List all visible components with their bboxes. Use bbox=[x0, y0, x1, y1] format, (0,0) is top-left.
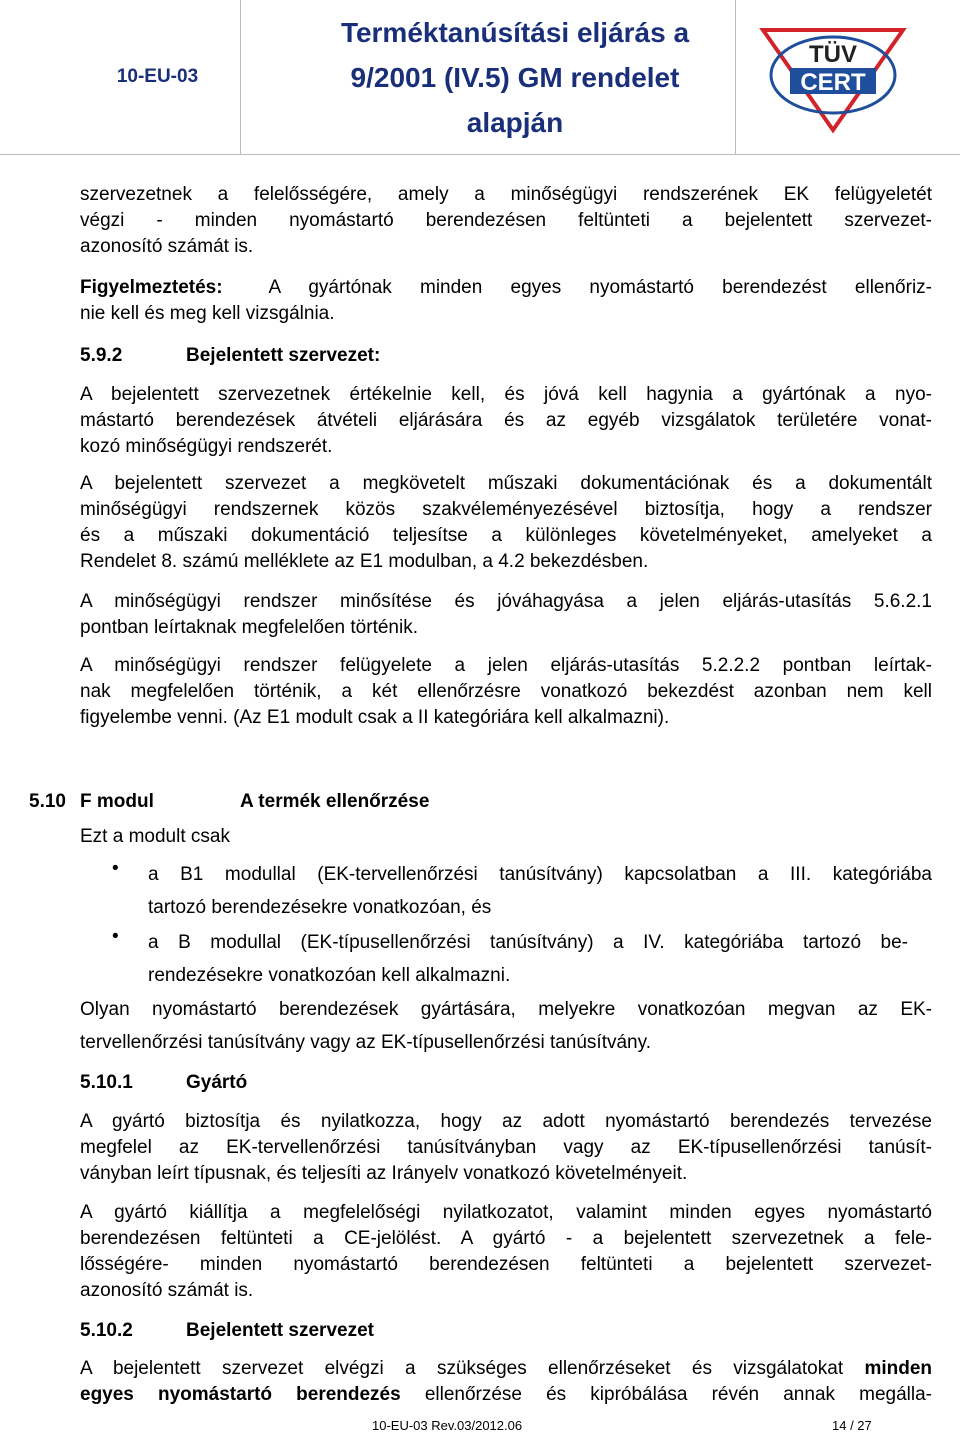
text-line: a B1 modullal (EK-tervellenőrzési tanúsítvány) kapcsolatban a III. kategóriába bbox=[148, 864, 932, 885]
text-line: megfelel az EK-tervellenőrzési tanúsítványban vagy az EK-típusellenőrzési tanúsít- bbox=[80, 1137, 932, 1158]
text-line: és a műszaki dokumentáció teljesítse a különleges követelményeket, amelyeket a bbox=[80, 525, 932, 546]
text-line: szervezetnek a felelősségére, amely a minőségügyi rendszerének EK felügyeletét bbox=[80, 184, 932, 205]
warning-label: Figyelmeztetés: bbox=[80, 277, 223, 298]
header-divider bbox=[240, 0, 241, 155]
paragraph bbox=[80, 471, 932, 575]
text-line: A minőségügyi rendszer felügyelete a jelen eljárás-utasítás 5.2.2.2 pontban leírtak- bbox=[80, 655, 932, 676]
text-line: A gyártó biztosítja és nyilatkozza, hogy az adott nyomástartó berendezés tervezése bbox=[80, 1111, 932, 1132]
paragraph bbox=[80, 1356, 932, 1408]
paragraph bbox=[80, 653, 932, 731]
text-line: végzi - minden nyomástartó berendezésen feltünteti a bejelentett szervezet- bbox=[80, 210, 932, 231]
footer-revision: 10-EU-03 Rev.03/2012.06 bbox=[372, 1418, 523, 1433]
text-line: azonosító számát is. bbox=[80, 1280, 254, 1301]
text-line: ványban leírt típusnak, és teljesíti az Irányelv vonatkozó követelményeit. bbox=[80, 1163, 688, 1184]
doc-code: 10-EU-03 bbox=[116, 66, 199, 87]
text-line: pontban leírtaknak megfelelően történik. bbox=[80, 617, 418, 638]
page-header bbox=[0, 0, 960, 155]
paragraph bbox=[80, 1109, 932, 1187]
paragraph bbox=[80, 993, 932, 1059]
text-run: ellenőrzése és kipróbálása révén annak megálla- bbox=[400, 1384, 932, 1405]
text-line: berendezésen feltünteti a CE-jelölést. A gyártó - a bejelentett szervezetnek a fele- bbox=[80, 1228, 932, 1249]
text-line: nak megfelelően történik, a két ellenőrzésre vonatkozó bekezdést azonban nem kell bbox=[80, 681, 932, 702]
section-number: 5.10 bbox=[29, 791, 66, 812]
text-line: A bejelentett szervezetnek értékelnie kell, és jóvá kell hagynia a gyártónak a nyo- bbox=[80, 384, 932, 405]
text-line: kozó minőségügyi rendszerét. bbox=[80, 436, 333, 457]
text-line: A bejelentett szervezet a megkövetelt műszaki dokumentációnak és a dokumentált bbox=[80, 473, 932, 494]
text-line: tartozó berendezésekre vonatkozóan, és bbox=[148, 897, 492, 918]
logo-text-top: TÜV bbox=[809, 41, 857, 68]
text-line: a B modullal (EK-típusellenőrzési tanúsítvány) a IV. kategóriába tartozó be- bbox=[148, 932, 908, 953]
logo-text-bottom: CERT bbox=[800, 69, 866, 96]
bullet-dot: • bbox=[112, 858, 119, 879]
bullet-dot: • bbox=[112, 926, 119, 947]
section-number: 5.10.2 bbox=[80, 1320, 133, 1341]
doc-title bbox=[300, 10, 730, 145]
paragraph bbox=[80, 589, 932, 641]
section-title: Bejelentett szervezet: bbox=[186, 345, 381, 366]
paragraph bbox=[80, 1200, 932, 1304]
text-line: nie kell és meg kell vizsgálnia. bbox=[80, 303, 335, 324]
doc-title-line: alapján bbox=[466, 107, 564, 138]
header-divider bbox=[735, 0, 736, 155]
doc-title-line: 9/2001 (IV.5) GM rendelet bbox=[350, 62, 680, 93]
section-title: Bejelentett szervezet bbox=[186, 1320, 374, 1341]
text-line bbox=[80, 275, 932, 301]
text-line: azonosító számát is. bbox=[80, 236, 254, 257]
bold-text: minden bbox=[864, 1358, 932, 1379]
text-line: figyelembe venni. (Az E1 modult csak a II kategóriára kell alkalmazni). bbox=[80, 707, 670, 728]
module-name: F modul bbox=[80, 791, 154, 812]
section-number: 5.9.2 bbox=[80, 345, 123, 366]
text-line: Olyan nyomástartó berendezések gyártására, melyekre vonatkozóan megvan az EK- bbox=[80, 999, 932, 1020]
text-line: A minőségügyi rendszer minősítése és jóváhagyása a jelen eljárás-utasítás 5.6.2.1 bbox=[80, 591, 932, 612]
paragraph bbox=[80, 382, 932, 460]
text-line bbox=[80, 1356, 932, 1382]
text-line: minőségügyi rendszernek közös szakvéleményezésével biztosítja, hogy a rendszer bbox=[80, 499, 932, 520]
bold-text: egyes nyomástartó berendezés bbox=[80, 1384, 401, 1405]
tuv-cert-logo bbox=[758, 20, 908, 135]
text-line: mástartó berendezések átvételi eljárására és az egyéb vizsgálatok területére vonat- bbox=[80, 410, 932, 431]
text-line: lősségére- minden nyomástartó berendezésen feltünteti a bejelentett szervezet- bbox=[80, 1254, 932, 1275]
paragraph bbox=[80, 182, 932, 260]
page-number: 14 / 27 bbox=[832, 1418, 872, 1433]
text-line bbox=[80, 1382, 932, 1408]
text-line: A gyártó kiállítja a megfelelőségi nyilatkozatot, valamint minden egyes nyomástartó bbox=[80, 1202, 932, 1223]
warning-text: A gyártónak minden egyes nyomástartó berendezést ellenőriz- bbox=[268, 277, 932, 298]
section-title: A termék ellenőrzése bbox=[240, 791, 430, 812]
section-title: Gyártó bbox=[186, 1072, 248, 1093]
doc-title-line: Terméktanúsítási eljárás a bbox=[340, 17, 690, 48]
text-run: A bejelentett szervezet elvégzi a szükséges ellenőrzéseket és vizsgálatokat bbox=[80, 1358, 865, 1379]
section-number: 5.10.1 bbox=[80, 1072, 133, 1093]
text-line: Rendelet 8. számú melléklete az E1 modulban, a 4.2 bekezdésben. bbox=[80, 551, 649, 572]
warning-paragraph bbox=[80, 275, 932, 327]
bullet-item bbox=[148, 858, 932, 924]
paragraph: Ezt a modult csak bbox=[80, 826, 230, 847]
text-line: tervellenőrzési tanúsítvány vagy az EK-típusellenőrzési tanúsítvány. bbox=[80, 1032, 651, 1053]
text-line: rendezésekre vonatkozóan kell alkalmazni. bbox=[148, 965, 511, 986]
bullet-item bbox=[148, 926, 908, 992]
